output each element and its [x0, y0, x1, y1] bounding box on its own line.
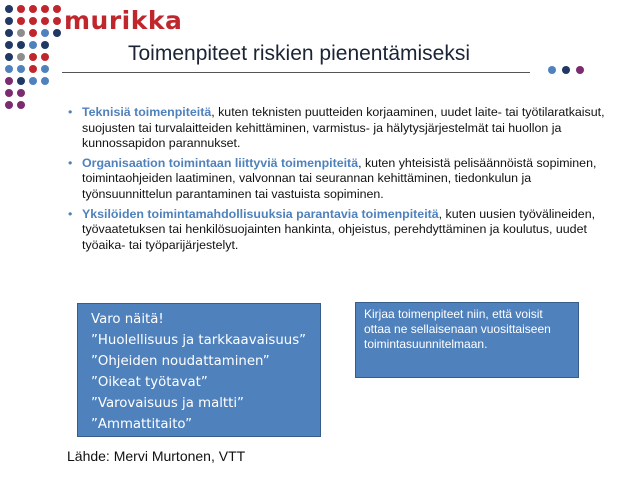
warning-line: Varo näitä! — [91, 312, 164, 327]
decorative-dot — [29, 53, 37, 61]
slide-title: Toimenpiteet riskien pienentämiseksi — [128, 42, 470, 65]
decorative-dot — [29, 77, 37, 85]
decorative-dot — [5, 5, 13, 13]
decorative-dot — [53, 17, 61, 25]
bullet-text: , kuten teknisten puutteiden korjaaminen, uudet laite- tai työtilaratkaisut, suojusten tai turvalaitteiden kehittäminen, varmistus- ja hälytysjärjestelmät tai huollon ja kunnossapidon parannukset. — [82, 105, 605, 151]
bullet-icon: • — [68, 155, 73, 170]
decorative-dot — [5, 41, 13, 49]
decorative-dot — [5, 77, 13, 85]
decorative-dot — [29, 41, 37, 49]
decorative-dot — [17, 29, 25, 37]
decorative-dot — [5, 17, 13, 25]
bullet-keyword: Yksilöiden toimintamahdollisuuksia parantavia toimenpiteitä — [82, 206, 439, 221]
decorative-dot — [17, 17, 25, 25]
decorative-dot — [29, 5, 37, 13]
warning-line: ”Ohjeiden noudattaminen” — [91, 354, 270, 369]
bullet-text: , kuten uusien työvälineiden, työvaatetuksen tai henkilösuojainten hankinta, ohjeistus, perehdyttäminen ja koulutus, uudet työaika- tai työparijärjestelyt. — [82, 206, 596, 252]
warning-box — [77, 303, 321, 437]
decorative-dots-right — [548, 64, 588, 76]
decorative-dot — [41, 41, 49, 49]
bullet-item-individual — [68, 207, 608, 254]
source-credit: Lähde: Mervi Murtonen, VTT — [67, 448, 246, 464]
decorative-dot — [17, 41, 25, 49]
bullet-keyword: Organisaation toimintaan liittyviä toimenpiteitä — [82, 155, 359, 170]
note-box: Kirjaa toimenpiteet niin, että voisit ottaa ne sellaisenaan vuosittaiseen toimintasuunnitelmaan. — [355, 302, 579, 378]
decorative-dot — [53, 29, 61, 37]
warning-line: ”Varovaisuus ja maltti” — [91, 396, 244, 411]
bullet-item-technical — [68, 105, 608, 152]
decorative-dot — [29, 29, 37, 37]
title-divider — [62, 72, 530, 73]
decorative-dot — [576, 66, 584, 74]
decorative-dot — [5, 89, 13, 97]
decorative-dot — [41, 17, 49, 25]
bullet-item-organisational — [68, 156, 608, 203]
decorative-dot — [17, 5, 25, 13]
decorative-dot — [41, 29, 49, 37]
decorative-dot — [5, 101, 13, 109]
bullet-list — [68, 105, 608, 257]
bullet-text: , kuten yhteisistä pelisäännöistä sopiminen, toimintaohjeiden laatiminen, valvonnan tai seurannan kehittäminen, tiedonkulun ja työnsuunnittelun parantaminen tai vastuista sopiminen. — [82, 155, 597, 201]
decorative-dot — [5, 65, 13, 73]
decorative-dot — [5, 29, 13, 37]
decorative-dot — [17, 77, 25, 85]
decorative-dot — [41, 77, 49, 85]
decorative-dot — [29, 65, 37, 73]
decorative-dot — [29, 17, 37, 25]
warning-line: ”Ammattitaito” — [91, 417, 192, 432]
decorative-dot-grid — [0, 0, 70, 110]
decorative-dot — [17, 53, 25, 61]
warning-line: ”Huolellisuus ja tarkkaavaisuus” — [91, 333, 307, 348]
warning-line: ”Oikeat työtavat” — [91, 375, 208, 390]
decorative-dot — [5, 53, 13, 61]
decorative-dot — [17, 89, 25, 97]
decorative-dot — [548, 66, 556, 74]
decorative-dot — [562, 66, 570, 74]
decorative-dot — [41, 53, 49, 61]
decorative-dot — [17, 65, 25, 73]
decorative-dot — [41, 5, 49, 13]
bullet-icon: • — [68, 105, 73, 119]
murikka-logo: murikka — [64, 6, 183, 35]
bullet-icon: • — [68, 206, 73, 221]
decorative-dot — [41, 65, 49, 73]
decorative-dot — [53, 5, 61, 13]
decorative-dot — [17, 101, 25, 109]
bullet-keyword: Teknisiä toimenpiteitä — [82, 105, 212, 119]
